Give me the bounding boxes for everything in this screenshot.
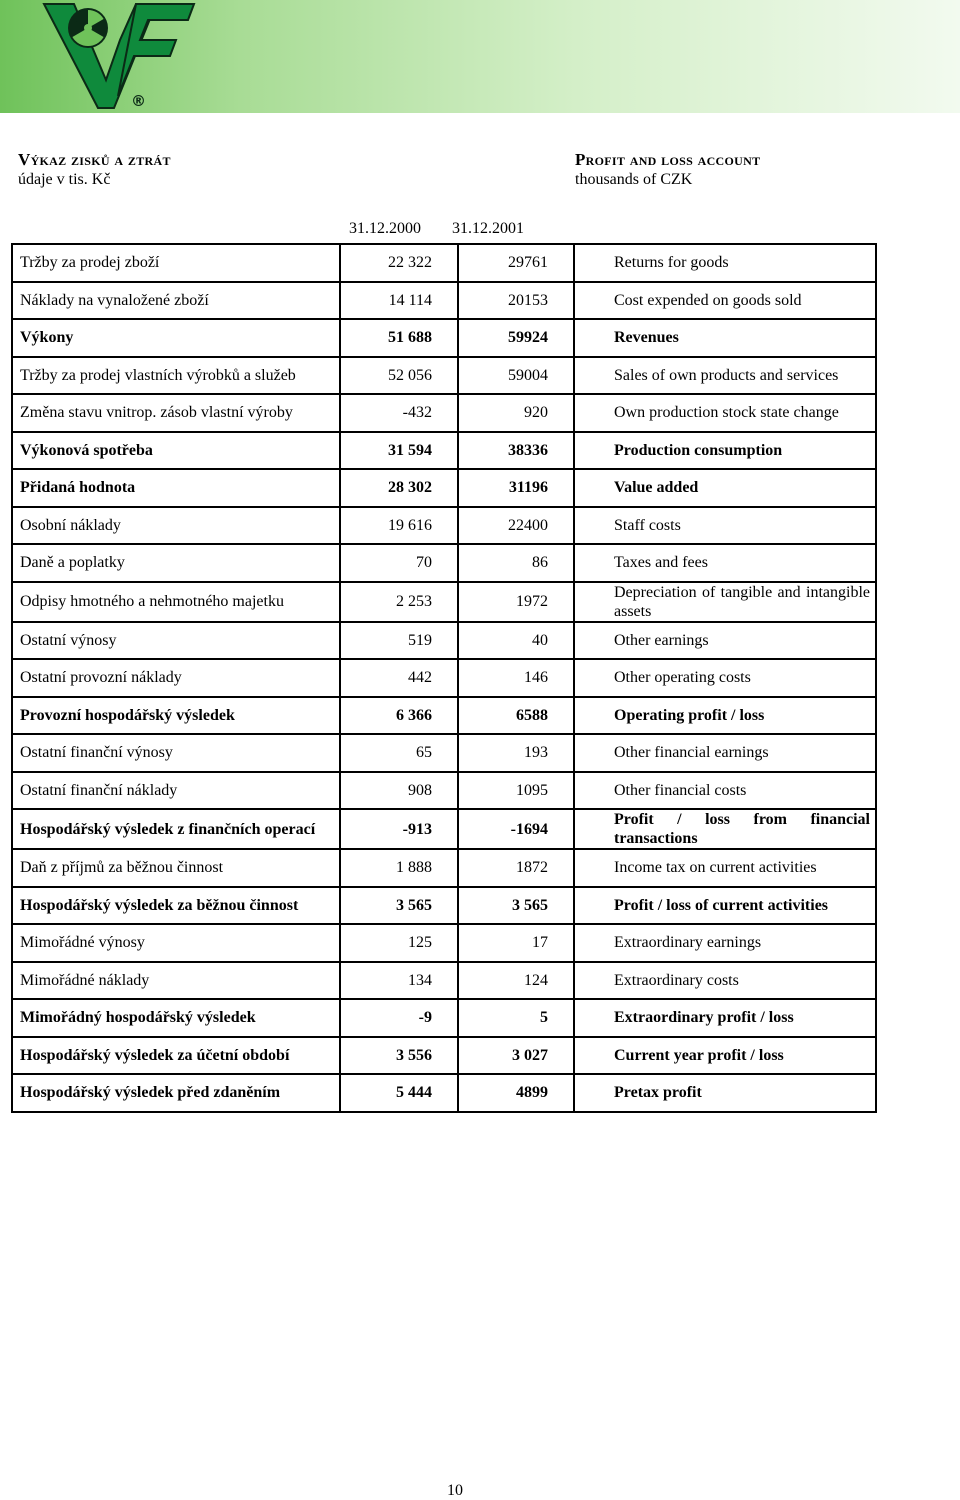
cell-value-2001: -1694 (458, 809, 574, 849)
cell-label-cz: Daň z příjmů za běžnou činnost (12, 849, 340, 887)
table-row (12, 924, 876, 962)
cell-label-cz: Provozní hospodářský výsledek (12, 697, 340, 735)
cell-label-en: Returns for goods (574, 244, 876, 282)
profit-loss-table (11, 243, 877, 1113)
cell-label-cz: Hospodářský výsledek za běžnou činnost (12, 887, 340, 925)
cell-label-cz: Ostatní finanční výnosy (12, 734, 340, 772)
cell-label-cz: Hospodářský výsledek před zdaněním (12, 1074, 340, 1112)
cell-label-en: Value added (574, 469, 876, 507)
cell-value-2000: 52 056 (340, 357, 458, 395)
cell-value-2001: 1872 (458, 849, 574, 887)
cell-value-2000: 5 444 (340, 1074, 458, 1112)
cell-value-2000: 22 322 (340, 244, 458, 282)
table-row (12, 1037, 876, 1075)
cell-value-2001: 1095 (458, 772, 574, 810)
cell-label-en: Operating profit / loss (574, 697, 876, 735)
table-row (12, 282, 876, 320)
page-title-cz: Výkaz zisků a ztrát (18, 150, 171, 169)
table-row (12, 659, 876, 697)
cell-value-2001: 20153 (458, 282, 574, 320)
cell-value-2000: -9 (340, 999, 458, 1037)
cell-value-2000: 28 302 (340, 469, 458, 507)
cell-label-cz: Ostatní výnosy (12, 622, 340, 660)
cell-label-en: Other earnings (574, 622, 876, 660)
table-row (12, 432, 876, 470)
cell-value-2001: 4899 (458, 1074, 574, 1112)
cell-label-en: Cost expended on goods sold (574, 282, 876, 320)
cell-label-en: Pretax profit (574, 1074, 876, 1112)
cell-value-2000: 31 594 (340, 432, 458, 470)
cell-label-cz: Přidaná hodnota (12, 469, 340, 507)
cell-value-2000: 2 253 (340, 582, 458, 622)
cell-label-cz: Hospodářský výsledek z finančních operací (12, 809, 340, 849)
page-subtitle-cz: údaje v tis. Kč (18, 171, 111, 188)
cell-value-2001: 3 565 (458, 887, 574, 925)
cell-label-en: Sales of own products and services (574, 357, 876, 395)
cell-value-2001: 38336 (458, 432, 574, 470)
cell-label-en: Extraordinary earnings (574, 924, 876, 962)
cell-label-en: Production consumption (574, 432, 876, 470)
cell-value-2001: 29761 (458, 244, 574, 282)
cell-value-2000: 519 (340, 622, 458, 660)
table-row (12, 809, 876, 849)
cell-value-2001: 31196 (458, 469, 574, 507)
title-block-cz (18, 150, 171, 190)
table-row (12, 734, 876, 772)
cell-label-en: Own production stock state change (574, 394, 876, 432)
cell-value-2001: 193 (458, 734, 574, 772)
table-row (12, 244, 876, 282)
cell-label-cz: Ostatní provozní náklady (12, 659, 340, 697)
cell-value-2001: 146 (458, 659, 574, 697)
cell-label-cz: Odpisy hmotného a nehmotného majetku (12, 582, 340, 622)
cell-value-2000: 3 565 (340, 887, 458, 925)
table-row (12, 622, 876, 660)
table-row (12, 394, 876, 432)
cell-value-2001: 920 (458, 394, 574, 432)
cell-value-2000: -913 (340, 809, 458, 849)
cell-label-cz: Tržby za prodej zboží (12, 244, 340, 282)
page-number: 10 (447, 1482, 463, 1499)
cell-value-2001: 86 (458, 544, 574, 582)
cell-label-en: Extraordinary profit / loss (574, 999, 876, 1037)
table-row (12, 357, 876, 395)
cell-label-cz: Daně a poplatky (12, 544, 340, 582)
cell-label-en: Staff costs (574, 507, 876, 545)
cell-label-cz: Hospodářský výsledek za účetní období (12, 1037, 340, 1075)
cell-label-cz: Výkony (12, 319, 340, 357)
cell-value-2000: 908 (340, 772, 458, 810)
cell-label-en: Taxes and fees (574, 544, 876, 582)
cell-label-en: Profit / loss from financial transactions (574, 809, 876, 849)
cell-value-2000: 134 (340, 962, 458, 1000)
cell-label-en: Income tax on current activities (574, 849, 876, 887)
column-header-2000: 31.12.2000 (349, 220, 421, 237)
cell-label-cz: Mimořádné výnosy (12, 924, 340, 962)
title-block-en (575, 150, 760, 190)
cell-value-2001: 17 (458, 924, 574, 962)
registered-mark: ® (131, 92, 146, 110)
cell-label-cz: Změna stavu vnitrop. zásob vlastní výroby (12, 394, 340, 432)
cell-value-2000: 65 (340, 734, 458, 772)
table-row (12, 544, 876, 582)
page-subtitle-en: thousands of CZK (575, 171, 693, 188)
cell-label-cz: Ostatní finanční náklady (12, 772, 340, 810)
table-row (12, 999, 876, 1037)
cell-value-2000: 14 114 (340, 282, 458, 320)
cell-label-cz: Výkonová spotřeba (12, 432, 340, 470)
cell-label-en: Other operating costs (574, 659, 876, 697)
table-row (12, 507, 876, 545)
cell-value-2000: 3 556 (340, 1037, 458, 1075)
cell-value-2000: 125 (340, 924, 458, 962)
table-row (12, 469, 876, 507)
cell-value-2001: 59004 (458, 357, 574, 395)
cell-value-2001: 3 027 (458, 1037, 574, 1075)
cell-label-en: Revenues (574, 319, 876, 357)
cell-label-cz: Náklady na vynaložené zboží (12, 282, 340, 320)
cell-value-2001: 6588 (458, 697, 574, 735)
cell-value-2001: 40 (458, 622, 574, 660)
cell-value-2000: 70 (340, 544, 458, 582)
table-row (12, 887, 876, 925)
cell-value-2001: 5 (458, 999, 574, 1037)
column-header-2001: 31.12.2001 (452, 220, 524, 237)
table-row (12, 1074, 876, 1112)
cell-label-en: Other financial earnings (574, 734, 876, 772)
table-row (12, 319, 876, 357)
table-row (12, 582, 876, 622)
cell-label-cz: Tržby za prodej vlastních výrobků a služeb (12, 357, 340, 395)
cell-value-2000: 442 (340, 659, 458, 697)
cell-label-en: Profit / loss of current activities (574, 887, 876, 925)
cell-label-cz: Mimořádné náklady (12, 962, 340, 1000)
page-title-en: Profit and loss account (575, 150, 761, 169)
cell-value-2001: 22400 (458, 507, 574, 545)
table-row (12, 849, 876, 887)
cell-value-2000: 1 888 (340, 849, 458, 887)
cell-value-2000: 19 616 (340, 507, 458, 545)
cell-label-cz: Mimořádný hospodářský výsledek (12, 999, 340, 1037)
cell-value-2000: 51 688 (340, 319, 458, 357)
cell-value-2001: 1972 (458, 582, 574, 622)
cell-label-cz: Osobní náklady (12, 507, 340, 545)
cell-label-en: Current year profit / loss (574, 1037, 876, 1075)
cell-value-2001: 124 (458, 962, 574, 1000)
cell-value-2000: -432 (340, 394, 458, 432)
company-logo (36, 0, 196, 113)
table-row (12, 772, 876, 810)
table-row (12, 697, 876, 735)
cell-value-2001: 59924 (458, 319, 574, 357)
table-row (12, 962, 876, 1000)
cell-value-2000: 6 366 (340, 697, 458, 735)
cell-label-en: Depreciation of tangible and intangible assets (574, 582, 876, 622)
cell-label-en: Extraordinary costs (574, 962, 876, 1000)
cell-label-en: Other financial costs (574, 772, 876, 810)
